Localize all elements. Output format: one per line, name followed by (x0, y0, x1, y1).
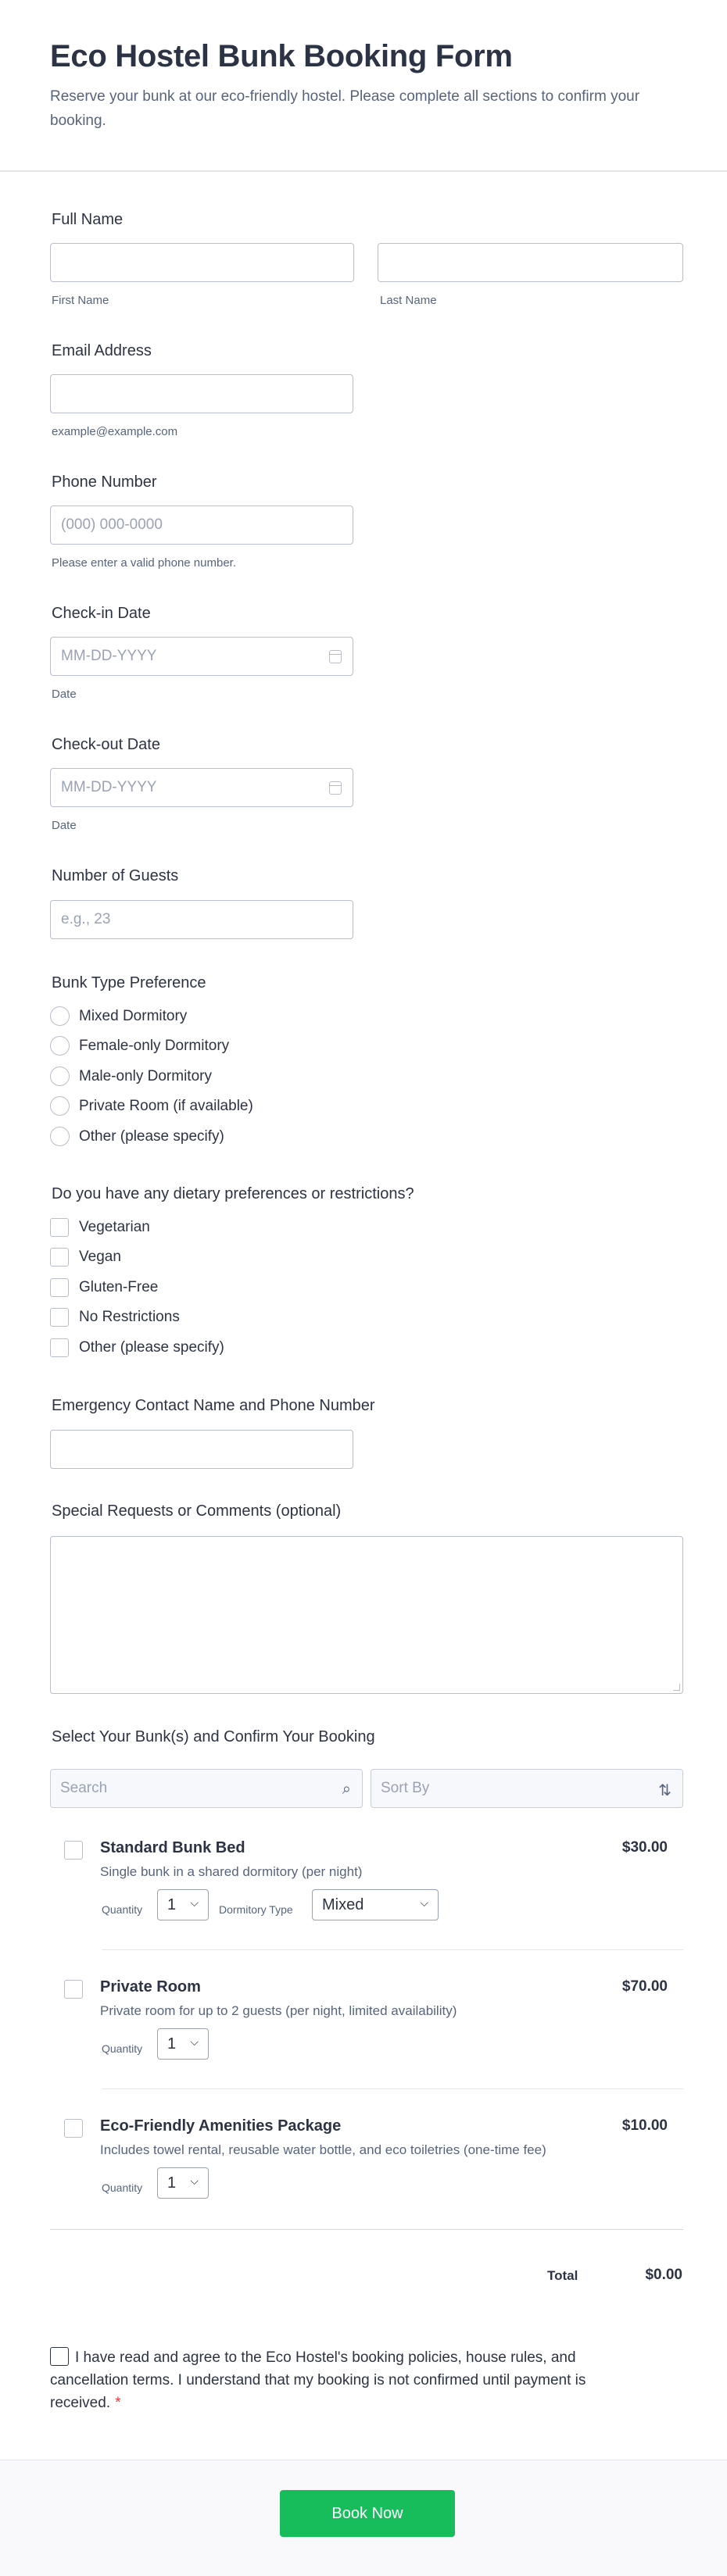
quantity-label: Quantity (102, 2042, 143, 2055)
form-footer (0, 2460, 727, 2576)
dietary-label: Do you have any dietary preferences or restrictions? (52, 1185, 414, 1202)
checkbox[interactable] (50, 1278, 69, 1297)
form-header (0, 0, 727, 172)
form-title: Eco Hostel Bunk Booking Form (50, 39, 513, 73)
radio-option[interactable] (50, 1036, 229, 1056)
product-checkbox[interactable] (64, 2119, 83, 2138)
checkin-sublabel: Date (52, 688, 77, 701)
checkout-label: Check-out Date (52, 736, 160, 753)
agreement-text: I have read and agree to the Eco Hostel's booking policies, house rules, and cancellation terms. I understand that my booking is not confirmed until payment is received. (50, 2349, 586, 2411)
checkbox[interactable] (50, 1218, 69, 1237)
agreement-checkbox[interactable] (50, 2347, 69, 2366)
checkbox-label: Vegan (79, 1249, 121, 1265)
radio-option[interactable] (50, 1096, 253, 1116)
radio-button[interactable] (50, 1006, 70, 1026)
search-placeholder: Search (60, 1780, 108, 1796)
calendar-icon[interactable] (329, 781, 342, 795)
form-subtitle: Reserve your bunk at our eco-friendly hostel. Please complete all sections to confirm your booking. (50, 88, 640, 129)
full-name-label: Full Name (52, 211, 124, 228)
resize-handle-icon[interactable] (673, 1684, 680, 1691)
chevron-down-icon: ⌵ (420, 1896, 428, 1909)
radio-label: Mixed Dormitory (79, 1007, 188, 1024)
product-item (50, 1839, 683, 1933)
phone-placeholder: (000) 000-0000 (61, 516, 163, 533)
checkbox[interactable] (50, 1248, 69, 1267)
quantity-label: Quantity (102, 2181, 143, 2194)
agreement (50, 2346, 613, 2414)
checkbox-option[interactable] (50, 1308, 180, 1327)
product-description: Includes towel rental, reusable water bottle, and eco toiletries (one-time fee) (100, 2142, 546, 2157)
chevron-down-icon: ⌵ (190, 1896, 199, 1909)
product-name: Private Room (100, 1978, 201, 1995)
radio-button[interactable] (50, 1036, 70, 1056)
quantity-label: Quantity (102, 1903, 143, 1916)
required-mark: * (115, 2395, 121, 2411)
product-name: Standard Bunk Bed (100, 1839, 245, 1856)
checkout-placeholder: MM-DD-YYYY (61, 779, 157, 795)
quantity-value: 1 (167, 1895, 177, 1913)
phone-sublabel: Please enter a valid phone number. (52, 556, 236, 570)
guests-input[interactable] (50, 900, 353, 939)
dorm-type-value: Mixed (322, 1895, 364, 1913)
product-description: Private room for up to 2 guests (per night, limited availability) (100, 2003, 457, 2018)
radio-label: Private Room (if available) (79, 1097, 253, 1114)
checkbox-label: No Restrictions (79, 1309, 180, 1325)
chevron-down-icon: ⌵ (190, 2174, 199, 2187)
calendar-icon[interactable] (329, 650, 342, 663)
last-name-sublabel: Last Name (380, 294, 437, 307)
guests-placeholder: e.g., 23 (61, 911, 111, 927)
checkout-sublabel: Date (52, 819, 77, 832)
product-divider (102, 1949, 683, 1950)
quantity-select[interactable] (157, 2167, 209, 2199)
radio-button[interactable] (50, 1096, 70, 1116)
emergency-contact-input[interactable] (50, 1430, 353, 1469)
checkbox-option[interactable] (50, 1218, 150, 1237)
guests-label: Number of Guests (52, 867, 179, 884)
last-name-input[interactable] (378, 243, 683, 282)
checkbox-option[interactable] (50, 1248, 121, 1267)
checkbox-option[interactable] (50, 1338, 224, 1357)
radio-label: Male-only Dormitory (79, 1067, 212, 1084)
radio-button[interactable] (50, 1066, 70, 1086)
product-price: $30.00 (621, 1839, 668, 1856)
emergency-label: Emergency Contact Name and Phone Number (52, 1397, 375, 1414)
quantity-value: 1 (167, 2035, 177, 2053)
radio-button[interactable] (50, 1127, 70, 1146)
book-now-button[interactable]: Book Now (280, 2490, 455, 2537)
radio-label: Other (please specify) (79, 1127, 224, 1145)
dorm-type-select[interactable] (312, 1889, 439, 1920)
phone-label: Phone Number (52, 473, 157, 491)
radio-option[interactable] (50, 1066, 212, 1086)
quantity-select[interactable] (157, 1889, 209, 1920)
checkout-date-input[interactable] (50, 768, 353, 807)
bunk-type-label: Bunk Type Preference (52, 974, 206, 991)
products-divider (50, 2229, 683, 2230)
sort-placeholder: Sort By (381, 1780, 430, 1796)
quantity-select[interactable] (157, 2028, 209, 2060)
total-value: $0.00 (645, 2267, 682, 2283)
product-price: $10.00 (621, 2117, 668, 2134)
product-search-input[interactable] (50, 1769, 363, 1808)
product-name: Eco-Friendly Amenities Package (100, 2117, 342, 2135)
checkbox-label: Vegetarian (79, 1219, 150, 1235)
email-label: Email Address (52, 342, 152, 359)
sort-icon[interactable]: ⇅ (658, 1782, 671, 1799)
sort-by-select[interactable] (371, 1769, 683, 1808)
comments-textarea[interactable] (50, 1536, 683, 1694)
first-name-input[interactable] (50, 243, 354, 282)
checkbox[interactable] (50, 1308, 69, 1327)
dorm-type-label: Dormitory Type (219, 1903, 293, 1916)
radio-label: Female-only Dormitory (79, 1037, 230, 1054)
radio-option[interactable] (50, 1006, 187, 1026)
search-icon[interactable]: ⌕ (342, 1781, 351, 1798)
email-input[interactable] (50, 374, 353, 413)
product-item (50, 1978, 683, 2072)
radio-option[interactable] (50, 1127, 224, 1146)
checkbox-label: Other (please specify) (79, 1339, 224, 1356)
phone-input[interactable] (50, 506, 353, 545)
product-price: $70.00 (621, 1978, 668, 1995)
product-divider (102, 2088, 683, 2089)
checkin-date-input[interactable] (50, 637, 353, 676)
first-name-sublabel: First Name (52, 294, 109, 307)
email-sublabel: example@example.com (52, 425, 178, 438)
checkbox[interactable] (50, 1338, 69, 1357)
checkbox-label: Gluten-Free (79, 1279, 159, 1295)
booking-label: Select Your Bunk(s) and Confirm Your Booking (52, 1728, 375, 1745)
checkin-placeholder: MM-DD-YYYY (61, 648, 157, 664)
checkin-label: Check-in Date (52, 605, 151, 622)
chevron-down-icon: ⌵ (190, 2035, 199, 2048)
quantity-value: 1 (167, 2174, 177, 2192)
product-item (50, 2117, 683, 2211)
product-description: Single bunk in a shared dormitory (per night) (100, 1864, 363, 1879)
total-label: Total (547, 2268, 578, 2283)
product-checkbox[interactable] (64, 1980, 83, 1999)
checkbox-option[interactable] (50, 1278, 158, 1297)
product-checkbox[interactable] (64, 1841, 83, 1860)
comments-label: Special Requests or Comments (optional) (52, 1502, 342, 1520)
